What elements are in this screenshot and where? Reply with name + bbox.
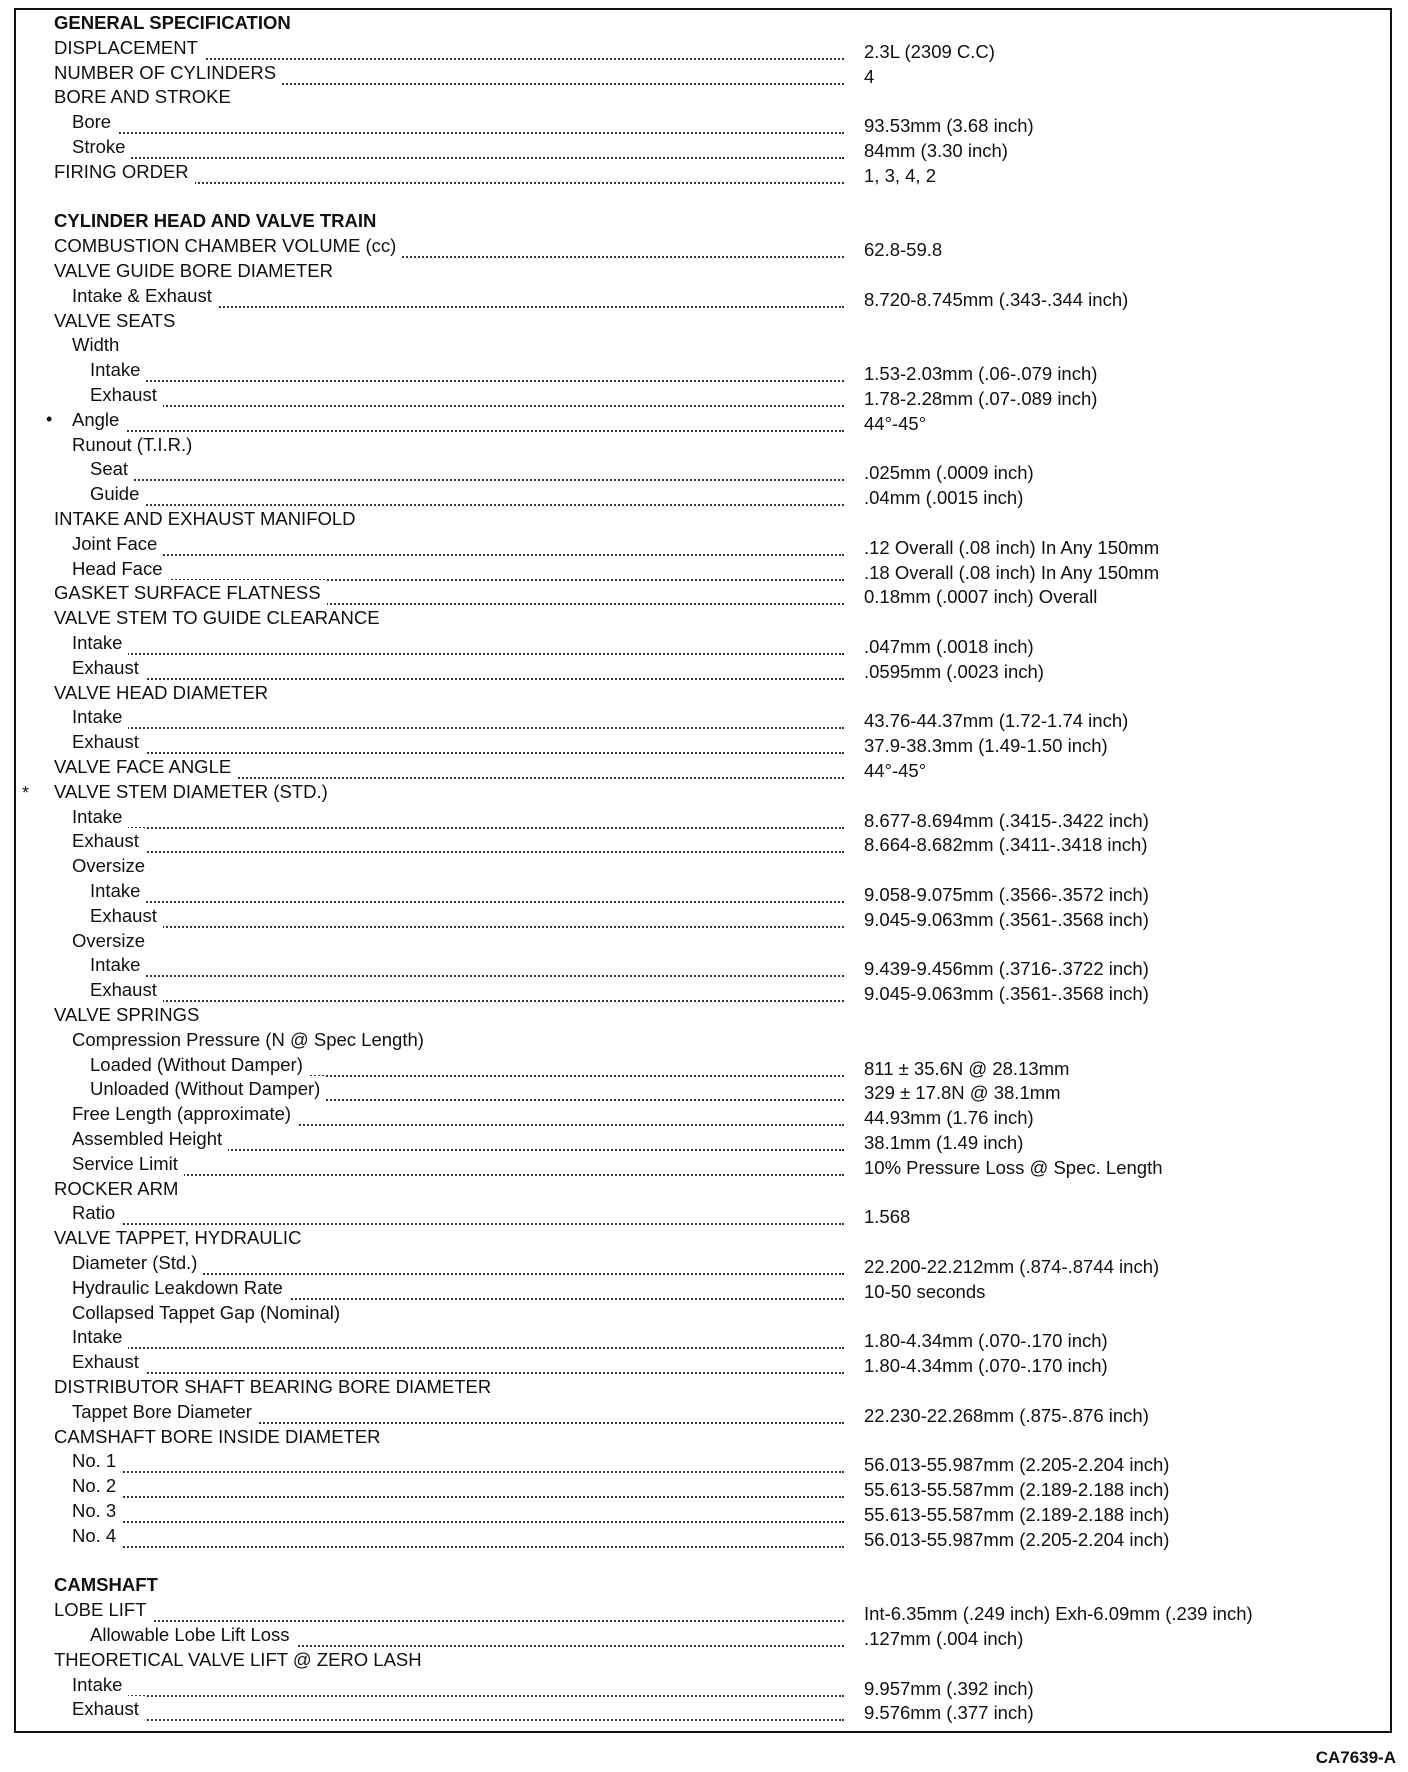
- spec-row: [16, 1151, 1390, 1176]
- spec-label: Collapsed Tappet Gap (Nominal): [72, 1300, 346, 1325]
- dot-leader: [54, 1597, 844, 1622]
- spec-label: VALVE FACE ANGLE: [54, 754, 237, 779]
- spec-row: [16, 1473, 1390, 1501]
- dot-leader: [72, 655, 844, 680]
- spec-label: Head Face: [72, 556, 169, 581]
- spec-row: [16, 680, 1390, 705]
- spec-value: 43.76-44.37mm (1.72-1.74 inch): [864, 710, 1129, 732]
- spec-label: Intake: [72, 704, 128, 729]
- spec-value: .047mm (.0018 inch): [864, 636, 1034, 657]
- spec-label: DISPLACEMENT: [54, 35, 204, 60]
- section-title: CYLINDER HEAD AND VALVE TRAIN: [54, 208, 382, 233]
- dot-leader: [72, 109, 844, 134]
- dot-leader: [90, 357, 844, 382]
- spec-label: Exhaust: [72, 1696, 145, 1721]
- spec-label: Width: [72, 332, 125, 357]
- note-bullet: •: [46, 408, 53, 429]
- spec-row: [16, 159, 1390, 184]
- spec-row: [16, 1076, 1390, 1104]
- spec-value: 9.576mm (.377 inch): [864, 1702, 1034, 1724]
- note-bullet: *: [22, 782, 30, 803]
- spec-value: 55.613-55.587mm (2.189-2.188 inch): [864, 1479, 1170, 1501]
- spec-row: [16, 1200, 1390, 1228]
- spec-value: 0.18mm (.0007 inch) Overall: [864, 586, 1098, 608]
- spec-value: Int-6.35mm (.249 inch) Exh-6.09mm (.239 inch): [864, 1603, 1253, 1625]
- spec-row: [16, 357, 1390, 385]
- spec-label: Service Limit: [72, 1151, 184, 1176]
- spec-value: 93.53mm (3.68 inch): [864, 115, 1034, 137]
- spec-row: [16, 1498, 1390, 1523]
- spec-label: Intake: [90, 878, 146, 903]
- spec-row: [16, 407, 1390, 432]
- dot-leader: [72, 1448, 844, 1473]
- spec-row: [16, 184, 1390, 209]
- spec-label: Compression Pressure (N @ Spec Length): [72, 1027, 430, 1052]
- spec-label: VALVE SEATS: [54, 308, 181, 333]
- spec-value: 1.80-4.34mm (.070-.170 inch): [864, 1355, 1108, 1377]
- dot-leader: [72, 729, 844, 754]
- spec-label: Stroke: [72, 134, 131, 159]
- spec-value: 56.013-55.987mm (2.205-2.204 inch): [864, 1528, 1170, 1550]
- spec-row: [16, 258, 1390, 283]
- spec-value: 38.1mm (1.49 inch): [864, 1132, 1024, 1153]
- spec-label: VALVE GUIDE BORE DIAMETER: [54, 258, 339, 283]
- spec-label: VALVE HEAD DIAMETER: [54, 680, 274, 705]
- spec-value: .025mm (.0009 inch): [864, 462, 1034, 484]
- spec-row: [16, 779, 1390, 804]
- spec-label: No. 4: [72, 1523, 122, 1548]
- spec-row: [16, 432, 1390, 457]
- dot-leader: [72, 1349, 844, 1374]
- spec-value: 22.230-22.268mm (.875-.876 inch): [864, 1404, 1149, 1426]
- spec-row: [16, 1027, 1390, 1052]
- spec-row: [16, 729, 1390, 757]
- spec-label: COMBUSTION CHAMBER VOLUME (cc): [54, 233, 402, 258]
- figure-code: CA7639-A: [1315, 1748, 1396, 1767]
- spec-label: NUMBER OF CYLINDERS: [54, 60, 282, 85]
- dot-leader: [72, 1672, 844, 1697]
- spec-row: [16, 804, 1390, 829]
- spec-row: [16, 1597, 1390, 1625]
- dot-leader: [72, 630, 844, 655]
- spec-row: [16, 382, 1390, 407]
- dot-leader: [72, 134, 844, 159]
- dot-leader: [90, 456, 844, 481]
- spec-label: FIRING ORDER: [54, 159, 195, 184]
- spec-row: [16, 977, 1390, 1005]
- spec-value: 84mm (3.30 inch): [864, 140, 1008, 161]
- spec-row: [16, 1523, 1390, 1548]
- spec-value: 1.80-4.34mm (.070-.170 inch): [864, 1330, 1108, 1352]
- dot-leader: [72, 1473, 844, 1498]
- section-header-row: [16, 10, 1390, 35]
- spec-label: Assembled Height: [72, 1126, 228, 1151]
- spec-row: [16, 630, 1390, 655]
- spec-row: [16, 605, 1390, 630]
- spec-label: VALVE STEM TO GUIDE CLEARANCE: [54, 605, 386, 630]
- spec-row: [16, 1101, 1390, 1129]
- dot-leader: [72, 1151, 844, 1176]
- spec-value: 10% Pressure Loss @ Spec. Length: [864, 1156, 1163, 1178]
- spec-value: 55.613-55.587mm (2.189-2.188 inch): [864, 1504, 1170, 1525]
- spec-value: 9.957mm (.392 inch): [864, 1677, 1034, 1699]
- spec-value: 811 ± 35.6N @ 28.13mm: [864, 1057, 1070, 1079]
- dot-leader: [72, 1498, 844, 1523]
- spec-value: 9.439-9.456mm (.3716-.3722 inch): [864, 958, 1149, 980]
- spec-label: Exhaust: [90, 903, 163, 928]
- spec-label: Tappet Bore Diameter: [72, 1399, 258, 1424]
- spec-row: [16, 1176, 1390, 1201]
- spec-sheet: [14, 8, 1392, 1733]
- spec-row: [16, 1672, 1390, 1697]
- spec-label: Exhaust: [72, 1349, 145, 1374]
- spec-label: Intake: [72, 804, 128, 829]
- spec-row: [16, 60, 1390, 85]
- spec-label: DISTRIBUTOR SHAFT BEARING BORE DIAMETER: [54, 1374, 497, 1399]
- spec-label: Seat: [90, 456, 134, 481]
- spec-label: No. 3: [72, 1498, 122, 1523]
- spec-row: [16, 456, 1390, 484]
- spec-label: Hydraulic Leakdown Rate: [72, 1275, 289, 1300]
- dot-leader: [72, 1696, 844, 1721]
- dot-leader: [72, 531, 844, 556]
- spec-label: INTAKE AND EXHAUST MANIFOLD: [54, 506, 362, 531]
- spec-label: VALVE SPRINGS: [54, 1002, 205, 1027]
- spec-label: VALVE TAPPET, HYDRAULIC: [54, 1225, 307, 1250]
- spec-value: 10-50 seconds: [864, 1280, 986, 1302]
- spec-row: [16, 35, 1390, 60]
- spec-value: 8.677-8.694mm (.3415-.3422 inch): [864, 809, 1149, 831]
- spec-row: [16, 1275, 1390, 1300]
- spec-label: Exhaust: [90, 977, 163, 1002]
- spec-row: [16, 1300, 1390, 1325]
- spec-value: 56.013-55.987mm (2.205-2.204 inch): [864, 1454, 1170, 1476]
- spec-row: [16, 283, 1390, 308]
- spec-label: No. 1: [72, 1448, 122, 1473]
- spec-value: 9.058-9.075mm (.3566-.3572 inch): [864, 884, 1149, 905]
- spec-label: Exhaust: [72, 828, 145, 853]
- spec-row: [16, 1349, 1390, 1377]
- spec-row: [16, 580, 1390, 608]
- spec-label: Exhaust: [72, 729, 145, 754]
- spec-label: BORE AND STROKE: [54, 84, 237, 109]
- spec-value: 9.045-9.063mm (.3561-.3568 inch): [864, 983, 1149, 1005]
- spec-row: [16, 1647, 1390, 1672]
- spec-label: Intake & Exhaust: [72, 283, 218, 308]
- spec-value: 22.200-22.212mm (.874-.8744 inch): [864, 1256, 1160, 1277]
- spec-row: [16, 1374, 1390, 1399]
- spec-label: Intake: [90, 952, 146, 977]
- spec-value: 2.3L (2309 C.C): [864, 40, 995, 62]
- dot-leader: [90, 382, 844, 407]
- spec-label: Oversize: [72, 853, 151, 878]
- spec-row: [16, 233, 1390, 261]
- spec-label: No. 2: [72, 1473, 122, 1498]
- spec-label: Allowable Lobe Lift Loss: [90, 1622, 296, 1647]
- spec-value: 44°-45°: [864, 760, 927, 781]
- spec-label: Oversize: [72, 928, 151, 953]
- spec-value: 44°-45°: [864, 412, 927, 434]
- dot-leader: [90, 878, 844, 903]
- spec-row: [16, 84, 1390, 109]
- spec-label: Free Length (approximate): [72, 1101, 297, 1126]
- spec-value: 62.8-59.8: [864, 239, 943, 261]
- spec-row: [16, 1548, 1390, 1573]
- spec-row: [16, 1052, 1390, 1077]
- spec-label: Unloaded (Without Damper): [90, 1076, 326, 1101]
- spec-label: Intake: [72, 1324, 128, 1349]
- spec-row: [16, 1696, 1390, 1724]
- dot-leader: [72, 804, 844, 829]
- spec-label: Guide: [90, 481, 145, 506]
- spec-label: Intake: [72, 630, 128, 655]
- spec-row: [16, 952, 1390, 980]
- spec-row: [16, 704, 1390, 732]
- spec-row: [16, 878, 1390, 903]
- spec-row: [16, 853, 1390, 878]
- spec-label: VALVE STEM DIAMETER (STD.): [54, 779, 334, 804]
- spec-label: Intake: [72, 1672, 128, 1697]
- spec-row: [16, 1622, 1390, 1647]
- spec-row: [16, 134, 1390, 159]
- dot-leader: [72, 1200, 844, 1225]
- spec-value: 4: [864, 65, 875, 87]
- spec-value: .127mm (.004 inch): [864, 1628, 1024, 1649]
- spec-row: [16, 332, 1390, 357]
- spec-value: .0595mm (.0023 inch): [864, 660, 1044, 682]
- spec-row: [16, 109, 1390, 137]
- dot-leader: [90, 481, 844, 506]
- spec-value: 9.045-9.063mm (.3561-.3568 inch): [864, 908, 1149, 930]
- spec-row: [16, 903, 1390, 928]
- spec-row: [16, 481, 1390, 509]
- spec-row: [16, 1324, 1390, 1352]
- spec-label: Ratio: [72, 1200, 121, 1225]
- spec-label: Loaded (Without Damper): [90, 1052, 309, 1077]
- spec-row: [16, 928, 1390, 953]
- spec-label: Angle: [72, 407, 125, 432]
- dot-leader: [90, 903, 844, 928]
- spec-value: 37.9-38.3mm (1.49-1.50 inch): [864, 735, 1108, 757]
- spec-value: 1.53-2.03mm (.06-.079 inch): [864, 363, 1098, 385]
- spec-label: LOBE LIFT: [54, 1597, 153, 1622]
- spec-label: ROCKER ARM: [54, 1176, 184, 1201]
- spec-label: Diameter (Std.): [72, 1250, 203, 1275]
- spec-value: 1, 3, 4, 2: [864, 164, 936, 186]
- dot-leader: [72, 1324, 844, 1349]
- spec-label: CAMSHAFT BORE INSIDE DIAMETER: [54, 1424, 387, 1449]
- section-header-row: [16, 1572, 1390, 1597]
- spec-row: [16, 308, 1390, 333]
- spec-row: [16, 531, 1390, 556]
- dot-leader: [72, 556, 844, 581]
- spec-row: [16, 1448, 1390, 1476]
- spec-row: [16, 1225, 1390, 1250]
- dot-leader: [90, 977, 844, 1002]
- spec-label: Exhaust: [72, 655, 145, 680]
- spec-value: 8.664-8.682mm (.3411-.3418 inch): [864, 834, 1148, 856]
- section-title: GENERAL SPECIFICATION: [54, 10, 297, 35]
- section-title: CAMSHAFT: [54, 1572, 164, 1597]
- spec-row: [16, 556, 1390, 581]
- spec-label: GASKET SURFACE FLATNESS: [54, 580, 327, 605]
- section-header-row: [16, 208, 1390, 233]
- spec-value: .18 Overall (.08 inch) In Any 150mm: [864, 561, 1160, 583]
- spec-value: 8.720-8.745mm (.343-.344 inch): [864, 288, 1129, 310]
- spec-label: Bore: [72, 109, 117, 134]
- spec-value: .04mm (.0015 inch): [864, 487, 1024, 509]
- spec-label: THEORETICAL VALVE LIFT @ ZERO LASH: [54, 1647, 428, 1672]
- dot-leader: [72, 407, 844, 432]
- spec-value: 1.568: [864, 1206, 911, 1228]
- spec-row: [16, 655, 1390, 680]
- spec-label: Intake: [90, 357, 146, 382]
- spec-row: [16, 1399, 1390, 1424]
- spec-label: Joint Face: [72, 531, 163, 556]
- dot-leader: [72, 704, 844, 729]
- spec-label: Runout (T.I.R.): [72, 432, 198, 457]
- spec-row: [16, 1424, 1390, 1449]
- dot-leader: [90, 952, 844, 977]
- spec-label: Exhaust: [90, 382, 163, 407]
- spec-row: [16, 1126, 1390, 1151]
- spec-value: 1.78-2.28mm (.07-.089 inch): [864, 388, 1098, 409]
- spec-value: 44.93mm (1.76 inch): [864, 1107, 1034, 1129]
- dot-leader: [72, 828, 844, 853]
- spec-row: [16, 1002, 1390, 1027]
- spec-row: [16, 506, 1390, 531]
- dot-leader: [72, 1523, 844, 1548]
- spec-value: .12 Overall (.08 inch) In Any 150mm: [864, 536, 1160, 558]
- spec-row: [16, 1250, 1390, 1275]
- spec-row: [16, 754, 1390, 779]
- spec-value: 329 ± 17.8N @ 38.1mm: [864, 1082, 1061, 1104]
- spec-row: [16, 828, 1390, 856]
